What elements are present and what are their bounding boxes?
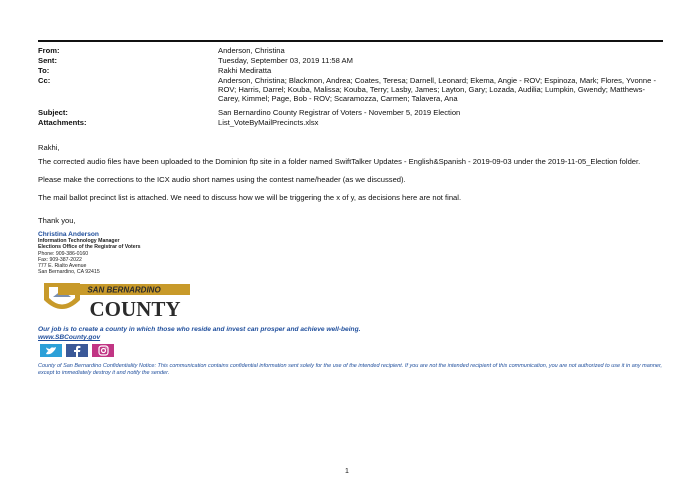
from-label: From: [38,46,60,55]
facebook-icon[interactable] [66,344,88,357]
signature-city: San Bernardino, CA 92415 [38,269,100,276]
cc-value: Anderson, Christina; Blackmon, Andrea; Coates, Teresa; Darnell, Leonard; Ekema, Angie - ROV; Espinoza, Mark; Flores, Yvonne - ROV; Harris, Darrel; Kouba, Malissa; Kouba, Terry; Lasby, James; Layton, Gary; Lozada, Audilia; Lumpkin, Gwendy; Matthews-Carey, Kimmel; Page, Bob - ROV; Scaramozza, Carmen; Talavera, Ana [218,76,656,104]
logo-text-line2: COUNTY [89,297,181,321]
logo-text-line1: SAN BERNARDINO [87,285,161,295]
to-label: To: [38,66,50,75]
signature-phone: Phone: 909-386-0160 [38,250,89,257]
cc-label: Cc: [38,76,51,85]
confidentiality-notice: County of San Bernardino Confidentiality Notice: This communication contains confidential information sent solely for the use of the intended recipient. If you are not the intended recipient of this communication, you are not authorized to use it in any manner, except to immediately destroy it and notify the sender. [38,363,662,376]
subject-value: San Bernardino County Registrar of Voters - November 5, 2019 Election [218,108,461,117]
closing: Thank you, [38,216,76,225]
signature-street: 777 E. Rialto Avenue [38,263,87,270]
signature-title: Information Technology Manager [38,238,120,245]
header-rule [38,40,663,42]
sent-label: Sent: [38,56,57,65]
signature-fax: Fax: 909-387-2022 [38,256,82,263]
greeting: Rakhi, [38,143,60,152]
subject-label: Subject: [38,108,68,117]
sent-value: Tuesday, September 03, 2019 11:58 AM [218,56,353,65]
attachment-link[interactable]: List_VoteByMailPrecincts.xlsx [218,118,319,127]
to-value: Rakhi Mediratta [218,66,272,75]
body-paragraph-2: The mail ballot precinct list is attached. We need to discuss how we will be triggering the x of y, as decisions here are not final. [38,193,462,202]
signature-block [38,232,141,275]
website-link[interactable]: www.SBCounty.gov [38,334,101,341]
body-paragraph-1: The corrected audio files have been uploaded to the Dominion ftp site in a folder named SwiftTalker Updates - English&Spanish - 2019-09-03 under the 2019-11-05_Election folder. [38,157,641,166]
county-logo [40,280,192,322]
twitter-icon[interactable] [40,344,62,357]
attachments-label: Attachments: [38,118,87,127]
mission-statement: Our job is to create a county in which those who reside and invest can prosper and achieve well-being. [38,326,361,333]
signature-name: Christina Anderson [38,231,99,238]
signature-office: Elections Office of the Registrar of Voters [38,244,141,251]
body-paragraph-1b: Please make the corrections to the ICX audio short names using the contest name/header (as we discussed). [38,175,406,184]
from-value: Anderson, Christina [218,46,285,55]
social-icons [40,344,114,357]
instagram-icon[interactable] [92,344,114,357]
page-number: 1 [345,468,349,475]
